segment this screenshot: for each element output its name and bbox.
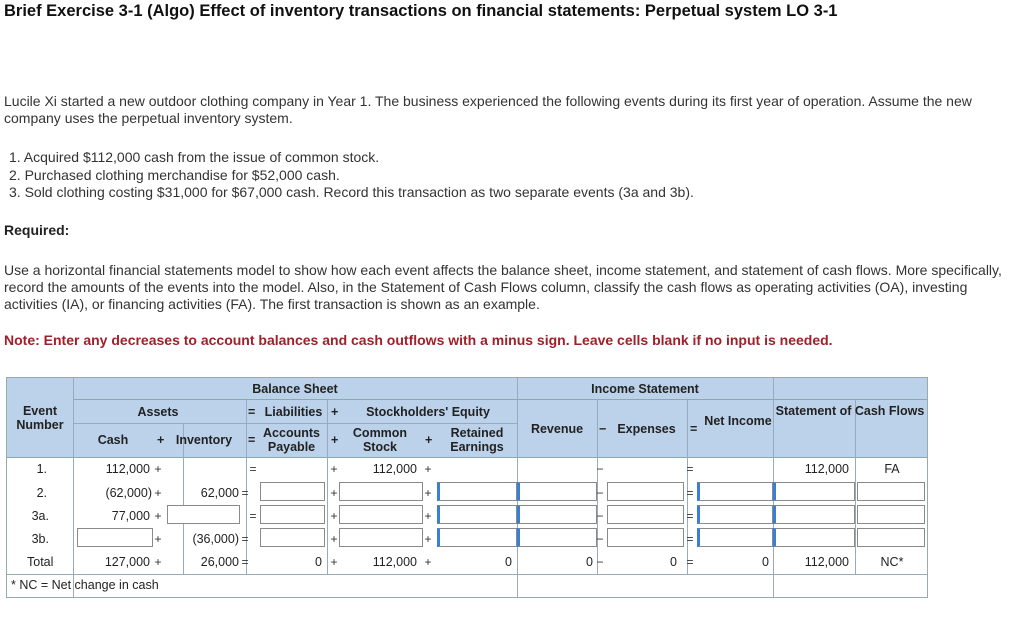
- expenses-input[interactable]: [607, 482, 684, 501]
- cash-total: 127,000: [104, 555, 150, 569]
- expenses-total: 0: [670, 555, 677, 569]
- cash-value: 112,000: [105, 462, 150, 476]
- cash-flow-value: 112,000: [804, 462, 849, 476]
- cash-flow-class-select[interactable]: [857, 482, 925, 501]
- income-statement-header: Income Statement: [591, 382, 699, 396]
- net-income-header: Net Income: [704, 414, 772, 428]
- net-income-total: 0: [762, 555, 769, 569]
- expenses-header: Expenses: [617, 422, 676, 436]
- retained-earnings-input[interactable]: [437, 505, 517, 524]
- revenue-input[interactable]: [517, 482, 597, 501]
- event-number: 3b.: [31, 532, 49, 546]
- net-income-input[interactable]: [697, 528, 773, 547]
- event-number: 1.: [36, 462, 47, 476]
- cash-flow-class-select[interactable]: [857, 505, 925, 524]
- cash-flows-header: Statement of Cash Flows: [775, 404, 925, 418]
- balance-sheet-header: Balance Sheet: [252, 382, 338, 396]
- list-item: 2. Purchased clothing merchandise for $52,000 cash.: [9, 166, 340, 183]
- event-number: 2.: [36, 486, 47, 500]
- intro-text: Lucile Xi started a new outdoor clothing company in Year 1. The business experienced the following events during its first year of operation. Assume the new company uses the perpetual inventory system.: [4, 93, 972, 126]
- net-income-input[interactable]: [697, 505, 773, 524]
- event-number-header: Event Number: [16, 404, 64, 432]
- financial-statements-model-table: Balance Sheet Income Statement Event Number Assets = Liabilities + Stockholders' Equity Cash + Inventory = Accounts Payable + Common Stock + Retained Earnings Revenue − Expenses = Net Income Statement of Cash Flows 1. 112,000 + = + 112,000 + − = 112,000 FA 2. (62,000) + 62,000 = + + − = 3a. 77,000 + = + + − = 3b. + (36,000) = + + − = Total 127,000 + 26,000 = 0 + 112,000 + 0 0 − 0 = 0 112,000 NC* * NC = Net change in cash: [6, 377, 928, 598]
- footnote: * NC = Net change in cash: [11, 578, 159, 592]
- common-stock-input[interactable]: [339, 482, 423, 501]
- accounts-payable-input[interactable]: [260, 482, 325, 501]
- page-title: Brief Exercise 3-1 (Algo) Effect of inventory transactions on financial statements: Perpetual system LO 3-1: [4, 2, 838, 20]
- revenue-input[interactable]: [517, 505, 597, 524]
- revenue-total: 0: [586, 555, 593, 569]
- cash-value: 77,000: [111, 509, 150, 523]
- cash-flow-total-class: NC*: [880, 555, 904, 569]
- cash-flow-input[interactable]: [773, 482, 855, 501]
- common-stock-value: 112,000: [372, 462, 417, 476]
- note-text: Note: Enter any decreases to account balances and cash outflows with a minus sign. Leave cells blank if no input is needed.: [4, 332, 833, 348]
- event-list: [9, 149, 694, 202]
- inventory-value: 62,000: [200, 486, 239, 500]
- revenue-header: Revenue: [530, 422, 584, 436]
- accounts-payable-input[interactable]: [260, 528, 325, 547]
- net-income-input[interactable]: [697, 482, 773, 501]
- inventory-total: 26,000: [200, 555, 239, 569]
- retained-earnings-input[interactable]: [437, 482, 517, 501]
- cash-flow-input[interactable]: [773, 505, 855, 524]
- accounts-payable-header: Accounts Payable: [263, 426, 320, 454]
- expenses-input[interactable]: [607, 528, 684, 547]
- cash-header: Cash: [97, 433, 129, 447]
- cash-flow-input[interactable]: [773, 528, 855, 547]
- total-label: Total: [27, 555, 54, 569]
- cash-input[interactable]: [77, 528, 153, 547]
- cash-value: (62,000): [105, 486, 152, 500]
- cash-flow-total: 112,000: [804, 555, 849, 569]
- retained-earnings-total: 0: [505, 555, 512, 569]
- list-item: 1. Acquired $112,000 cash from the issue of common stock.: [9, 149, 380, 165]
- common-stock-header: Common Stock: [352, 426, 408, 454]
- inventory-value: (36,000): [192, 532, 239, 546]
- instructions-text: Use a horizontal financial statements model to show how each event affects the balance sheet, income statement, and statement of cash flows. More specifically, record the amounts of the events into the model. Also, in the Statement of Cash Flows column, classify the cash flows as operating activities (OA), investing activities (IA), or financing activities (FA). The first transaction is shown as an example.: [4, 262, 1002, 312]
- revenue-input[interactable]: [517, 528, 597, 547]
- stockholders-equity-header: Stockholders' Equity: [366, 405, 490, 419]
- common-stock-input[interactable]: [339, 528, 423, 547]
- common-stock-total: 112,000: [372, 555, 417, 569]
- retained-earnings-header: Retained Earnings: [450, 426, 504, 454]
- common-stock-input[interactable]: [339, 505, 423, 524]
- assets-header: Assets: [137, 405, 179, 419]
- inventory-input[interactable]: [167, 505, 240, 524]
- required-label: Required:: [4, 222, 70, 238]
- accounts-payable-input[interactable]: [260, 505, 325, 524]
- event-number: 3a.: [31, 509, 49, 523]
- cash-flow-class-select[interactable]: [857, 528, 925, 547]
- inventory-header: Inventory: [175, 433, 233, 447]
- retained-earnings-input[interactable]: [437, 528, 517, 547]
- list-item: 3. Sold clothing costing $31,000 for $67,000 cash. Record this transaction as two separate events (3a and 3b).: [9, 184, 694, 200]
- expenses-input[interactable]: [607, 505, 684, 524]
- liabilities-header: Liabilities: [264, 405, 323, 419]
- cash-flow-class: FA: [884, 462, 900, 476]
- accounts-payable-total: 0: [315, 555, 322, 569]
